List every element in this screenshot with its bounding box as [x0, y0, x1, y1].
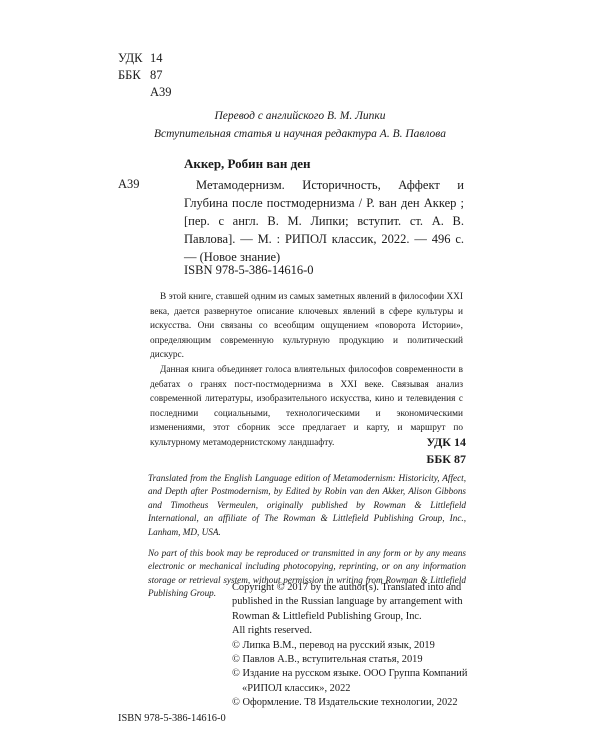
- annotation-paragraph: Данная книга объединяет голоса влиятельных философов современности в дебатах о гранях пост-постмодернизма в XXI веке. Связывая анализ современной литературы, изобразительного искусства, кино и телевидения с последними социальными, технологическими и экономическими изменениями, этот сборник эссе предлагает и карту, и маршрут по культурному метамодернистскому ландшафту.: [150, 364, 463, 448]
- bibliographic-description: Метамодернизм. Историчность, Аффект и Глубина после постмодернизма / Р. ван ден Аккер ; [пер. с англ. В. М. Липки; вступит. ст. А. В. Павлова]. — М. : РИПОЛ классик, 2022. — 496 с. — (Новое знание): [184, 178, 464, 264]
- bbk-value: 87: [150, 68, 163, 82]
- classification-codes-bottom: [420, 434, 466, 468]
- author-mark-top: А39: [150, 85, 172, 99]
- udk-value: 14: [150, 51, 163, 65]
- copyright-line: © Липка В.М., перевод на русский язык, 2019: [232, 639, 435, 651]
- author-mark: А39: [118, 177, 140, 191]
- translator-line: Перевод с английского В. М. Липки: [214, 110, 386, 122]
- copyright-line: © Оформление. Т8 Издательские технологии, 2022: [232, 697, 458, 709]
- rights-notice: No part of this book may be reproduced or transmitted in any form or by any means electronic or mechanical including photocopying, reprinting, or on any information storage or retrieval system, without permission in writing from Rowman & Littlefield Publishing Group.: [148, 548, 466, 599]
- copyright-line: Rowman & Littlefield Publishing Group, Inc.: [232, 610, 422, 622]
- translated-from-notice: Translated from the English Language edition of Metamodernism: Historicity, Affect, and Depth after Postmodernism, by Edited by Robin van den Akker, Alison Gibbons and Timotheus Vermeulen, originally published by Rowman & Littlefield International, an affiliate of The Rowman & Littlefield Publishing Group, Inc., Lanham, MD, USA.: [148, 473, 466, 537]
- bbk-label: ББК: [118, 68, 141, 82]
- isbn: ISBN 978-5-386-14616-0: [184, 263, 314, 277]
- classification-codes-top: [118, 50, 172, 101]
- isbn-bottom: ISBN 978-5-386-14616-0: [118, 713, 226, 724]
- copyright-line: © Издание на русском языке. ООО Группа Компаний: [232, 668, 468, 680]
- author-heading: Аккер, Робин ван ден: [184, 156, 311, 171]
- annotation: [150, 290, 463, 451]
- translation-credits: [0, 107, 600, 143]
- editor-line: Вступительная статья и научная редактура А. В. Павлова: [154, 128, 446, 140]
- copyright-block: [232, 581, 472, 711]
- annotation-paragraph: В этой книге, ставшей одним из самых заметных явлений в философии XXI века, дается развернутое описание ключевых явлений в сфере культуры и искусства. Они связаны со всеобщим ощущением «поворота Истории», определяющим современную культурную продукцию и политический дискурс.: [150, 292, 463, 361]
- bbk-code: ББК 87: [426, 452, 466, 466]
- copyright-line: «РИПОЛ классик», 2022: [242, 682, 351, 694]
- udk-code: УДК 14: [426, 435, 466, 449]
- udk-label: УДК: [118, 51, 143, 65]
- copyright-line: published in the Russian language by arrangement with: [232, 596, 463, 608]
- copyright-line: Copyright © 2017 by the author(s). Translated into and: [232, 582, 462, 593]
- copyright-line: All rights reserved.: [232, 625, 312, 637]
- copyright-line: © Павлов А.В., вступительная статья, 2019: [232, 654, 423, 666]
